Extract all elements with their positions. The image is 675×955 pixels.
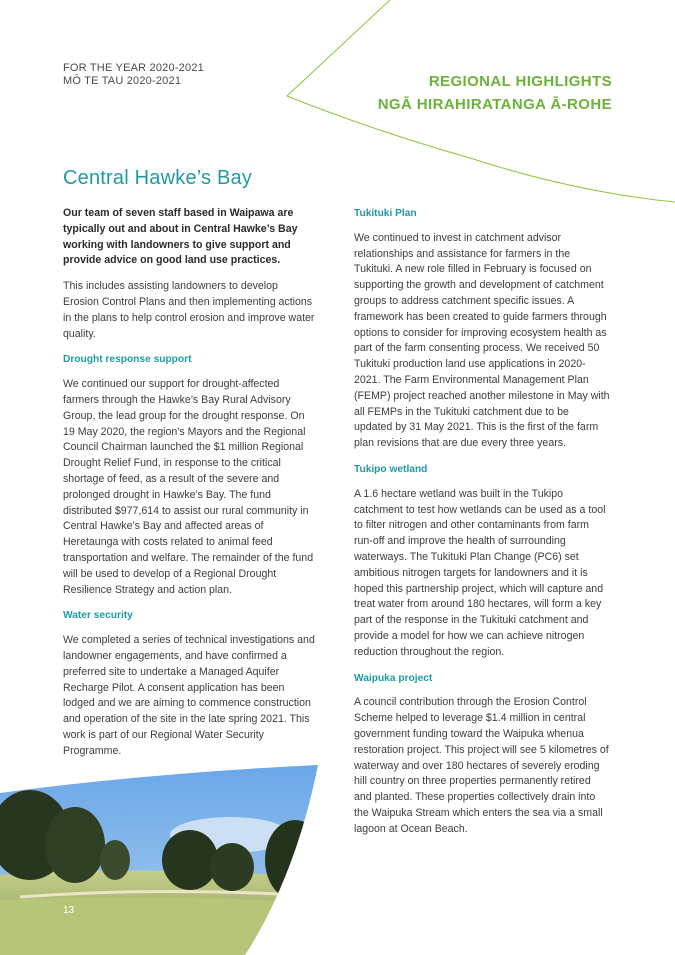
period-maori: MŌ TE TAU 2020-2021 xyxy=(63,75,182,87)
period-english: FOR THE YEAR 2020-2021 xyxy=(63,62,204,74)
reporting-period xyxy=(63,62,204,88)
lead-paragraph: Our team of seven staff based in Waipawa are typically out and about in Central Hawke’s Bay working with landowners to give support and provide advice on good land use practices. xyxy=(63,207,298,267)
page-number: 13 xyxy=(63,905,75,916)
waipuka-paragraph: A council contribution through the Erosion Control Scheme helped to leverage $1.4 million in central government funding toward the Waipuka whenua restoration project. This project will see 5 kilometres of waterway and over 180 hectares of severely eroding hill country on three properties permanently retired and planted. These properties collectively drain into the Waipuka Stream which enters the sea via a small lagoon at Ocean Beach. xyxy=(354,696,609,835)
water-security-paragraph: We completed a series of technical investigations and landowner engagements, and have confirmed a preferred site to undertake a Managed Aquifer Recharge Pilot. A consent application has been lodged and we are aiming to commence construction and operation of the site in the late spring 2021. This work is part of our Regional Water Security Programme. xyxy=(63,634,315,757)
landscape-photo xyxy=(0,765,318,955)
water-security-heading: Water security xyxy=(63,610,133,622)
left-column xyxy=(63,206,315,770)
tukituki-heading: Tukituki Plan xyxy=(354,208,417,219)
section-title xyxy=(378,70,612,116)
tukipo-paragraph: A 1.6 hectare wetland was built in the Tukipo catchment to test how wetlands can be used as a tool to filter nitrogen and other contaminants from farm run-off and improve the health of surrounding waterways. The Tukituki Plan Change (PC6) set ambitious nitrogen targets for landowners and it is hoped this partnership project, which will capture and treat water from around 180 hectares, will form a key part of the response in the Tukituki catchment and provide a model for how we can achieve nitrogen reduction throughout the region. xyxy=(354,487,606,658)
waipuka-heading: Waipuka project xyxy=(354,672,433,684)
drought-paragraph: We continued our support for drought-affected farmers through the Hawke’s Bay Rural Advisory Group, the lead group for the drought response. On 19 May 2020, the region’s Mayors and the Regional Council Chairman launched the $1 million Regional Drought Relief Fund, in response to the critical shortage of feed, as a result of the severe and prolonged drought in Hawke’s Bay. The fund distributed $977,614 to assist our rural community in Central Hawke’s Bay and affected areas of Heretaunga with costs related to animal feed transportation and welfare. The remainder of the fund will be used to develop of a Regional Drought Resilience Strategy and action plan. xyxy=(63,378,314,596)
page-title: Central Hawke’s Bay xyxy=(63,167,253,189)
tukituki-paragraph: We continued to invest in catchment advisor relationships and assistance for farmers in the Tukituki. A new role filled in February is focused on supporting the growth and development of catchment groups to address catchment specific issues. A framework has been created to guide farmers through options to consider for improving ecosystem health as part of the farm consenting process. We received 50 Tukituki production land use applications in 2020-2021. The Farm Environmental Management Plan (FEMP) project reached another milestone in May with all FEMPs in the Tukituki catchment due to be updated by 31 May 2021. This is the first of the farm plan revisions that are due every three years. xyxy=(354,231,610,450)
intro-paragraph: This includes assisting landowners to develop Erosion Control Plans and then implementing actions in the plans to help control erosion and improve water quality. xyxy=(63,280,315,340)
right-column xyxy=(354,206,610,847)
section-title-maori: NGĀ HIRAHIRATANGA Ā-ROHE xyxy=(377,96,612,113)
drought-heading: Drought response support xyxy=(63,354,192,366)
tukipo-heading: Tukipo wetland xyxy=(354,463,428,475)
section-title-english: REGIONAL HIGHLIGHTS xyxy=(428,73,612,90)
